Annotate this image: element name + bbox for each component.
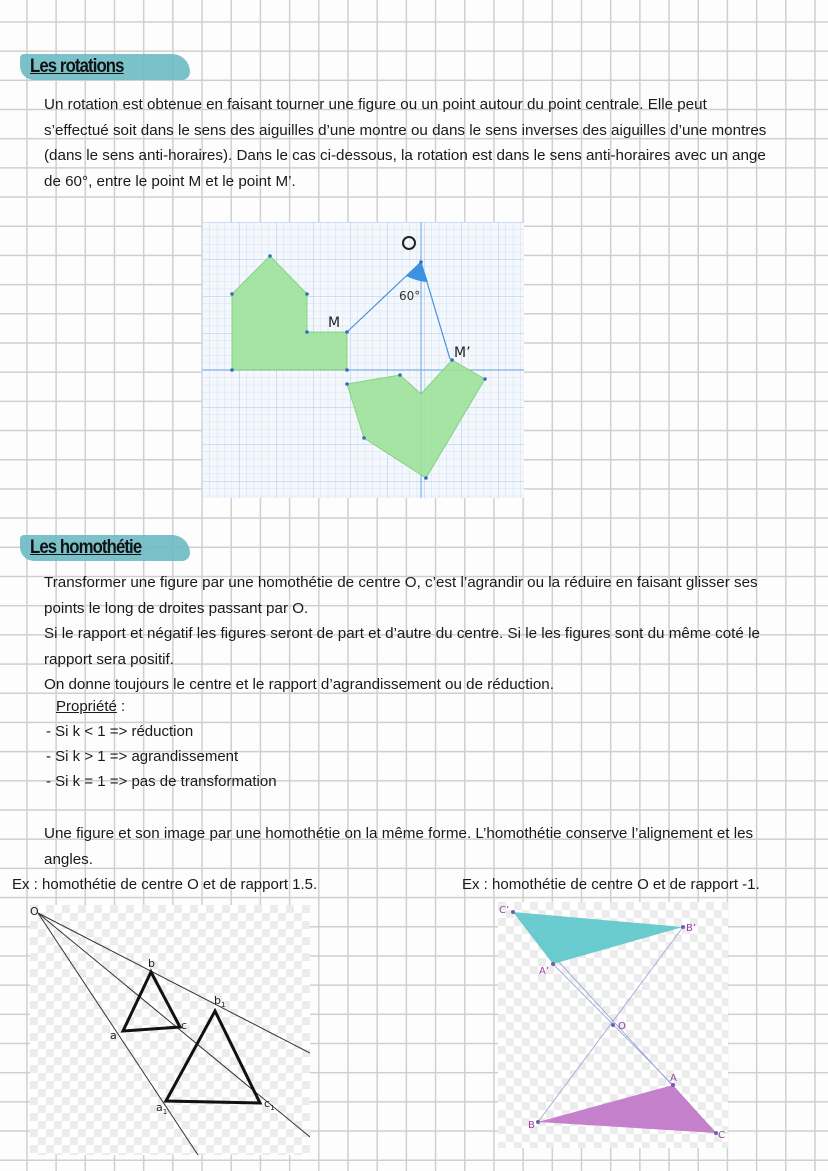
homothetie-p2: Si le rapport et négatif les figures seront de part et d’autre du centre. Si le les figures sont du même coté le rapport sera positif. bbox=[44, 625, 760, 668]
label-o: O bbox=[30, 905, 39, 918]
point-m-prime-label: M’ bbox=[454, 345, 471, 361]
label-b-prime: B’ bbox=[686, 923, 697, 934]
angle-label: 60° bbox=[399, 289, 421, 303]
property-title-line bbox=[56, 698, 125, 715]
property-title: Propriété bbox=[56, 698, 117, 715]
homothetie-p4: Une figure et son image par une homothétie on la même forme. L’homothétie conserve l’alignement et les angles. bbox=[44, 825, 754, 868]
homothetie-conclusion bbox=[44, 821, 774, 872]
rotation-diagram bbox=[202, 222, 524, 498]
property-item: - Si k > 1 => agrandissement bbox=[46, 748, 239, 765]
example2-caption: Ex : homothétie de centre O et de rapport -1. bbox=[462, 876, 760, 893]
example1-caption: Ex : homothétie de centre O et de rapport 1.5. bbox=[12, 876, 318, 893]
label-a1: $a_1$ bbox=[156, 1101, 168, 1116]
homothetie-title: Les homothétie bbox=[30, 537, 142, 558]
property-item: - Si k = 1 => pas de transformation bbox=[46, 773, 277, 790]
rotations-paragraph: Un rotation est obtenue en faisant tourner une figure ou un point autour du point centrale. Elle peut s’effectué soit dans le sens des aiguilles d’une montre ou dans le sens inverses des aiguilles d’une montres (dans le sens anti-horaires). Dans le cas ci-dessous, la rotation est dans le sens anti-horaires avec un ange de 60°, entre le point M et le point M’. bbox=[44, 96, 767, 190]
point-m-label: M bbox=[328, 315, 341, 331]
label-c-prime: C’ bbox=[499, 905, 510, 916]
homothety-negative-diagram bbox=[498, 902, 728, 1148]
label-b: B bbox=[528, 1120, 535, 1131]
property-item: - Si k < 1 => réduction bbox=[46, 723, 194, 740]
homothety-positive-diagram bbox=[30, 905, 310, 1155]
label-c: c bbox=[181, 1019, 188, 1032]
label-a: A bbox=[670, 1073, 677, 1084]
rotations-text bbox=[44, 92, 774, 194]
example2-figure bbox=[498, 902, 728, 1148]
label-o: O bbox=[618, 1021, 626, 1032]
rotations-title: Les rotations bbox=[30, 56, 124, 77]
rotation-figure bbox=[202, 222, 524, 498]
label-c: C bbox=[718, 1130, 725, 1141]
label-a: a bbox=[110, 1029, 117, 1042]
label-b: b bbox=[148, 957, 155, 970]
label-a-prime: A’ bbox=[539, 966, 550, 977]
homothetie-intro bbox=[44, 570, 774, 698]
label-c1: $c_1$ bbox=[264, 1097, 275, 1112]
homothetie-p3: On donne toujours le centre et le rapport d’agrandissement ou de réduction. bbox=[44, 676, 554, 693]
homothetie-p1: Transformer une figure par une homothétie de centre O, c’est l’agrandir ou la réduire en faisant glisser ses points le long de droites passant par O. bbox=[44, 574, 758, 617]
label-b1: $b_1$ bbox=[214, 994, 226, 1009]
example1-figure bbox=[30, 905, 310, 1155]
property-colon: : bbox=[116, 698, 126, 715]
